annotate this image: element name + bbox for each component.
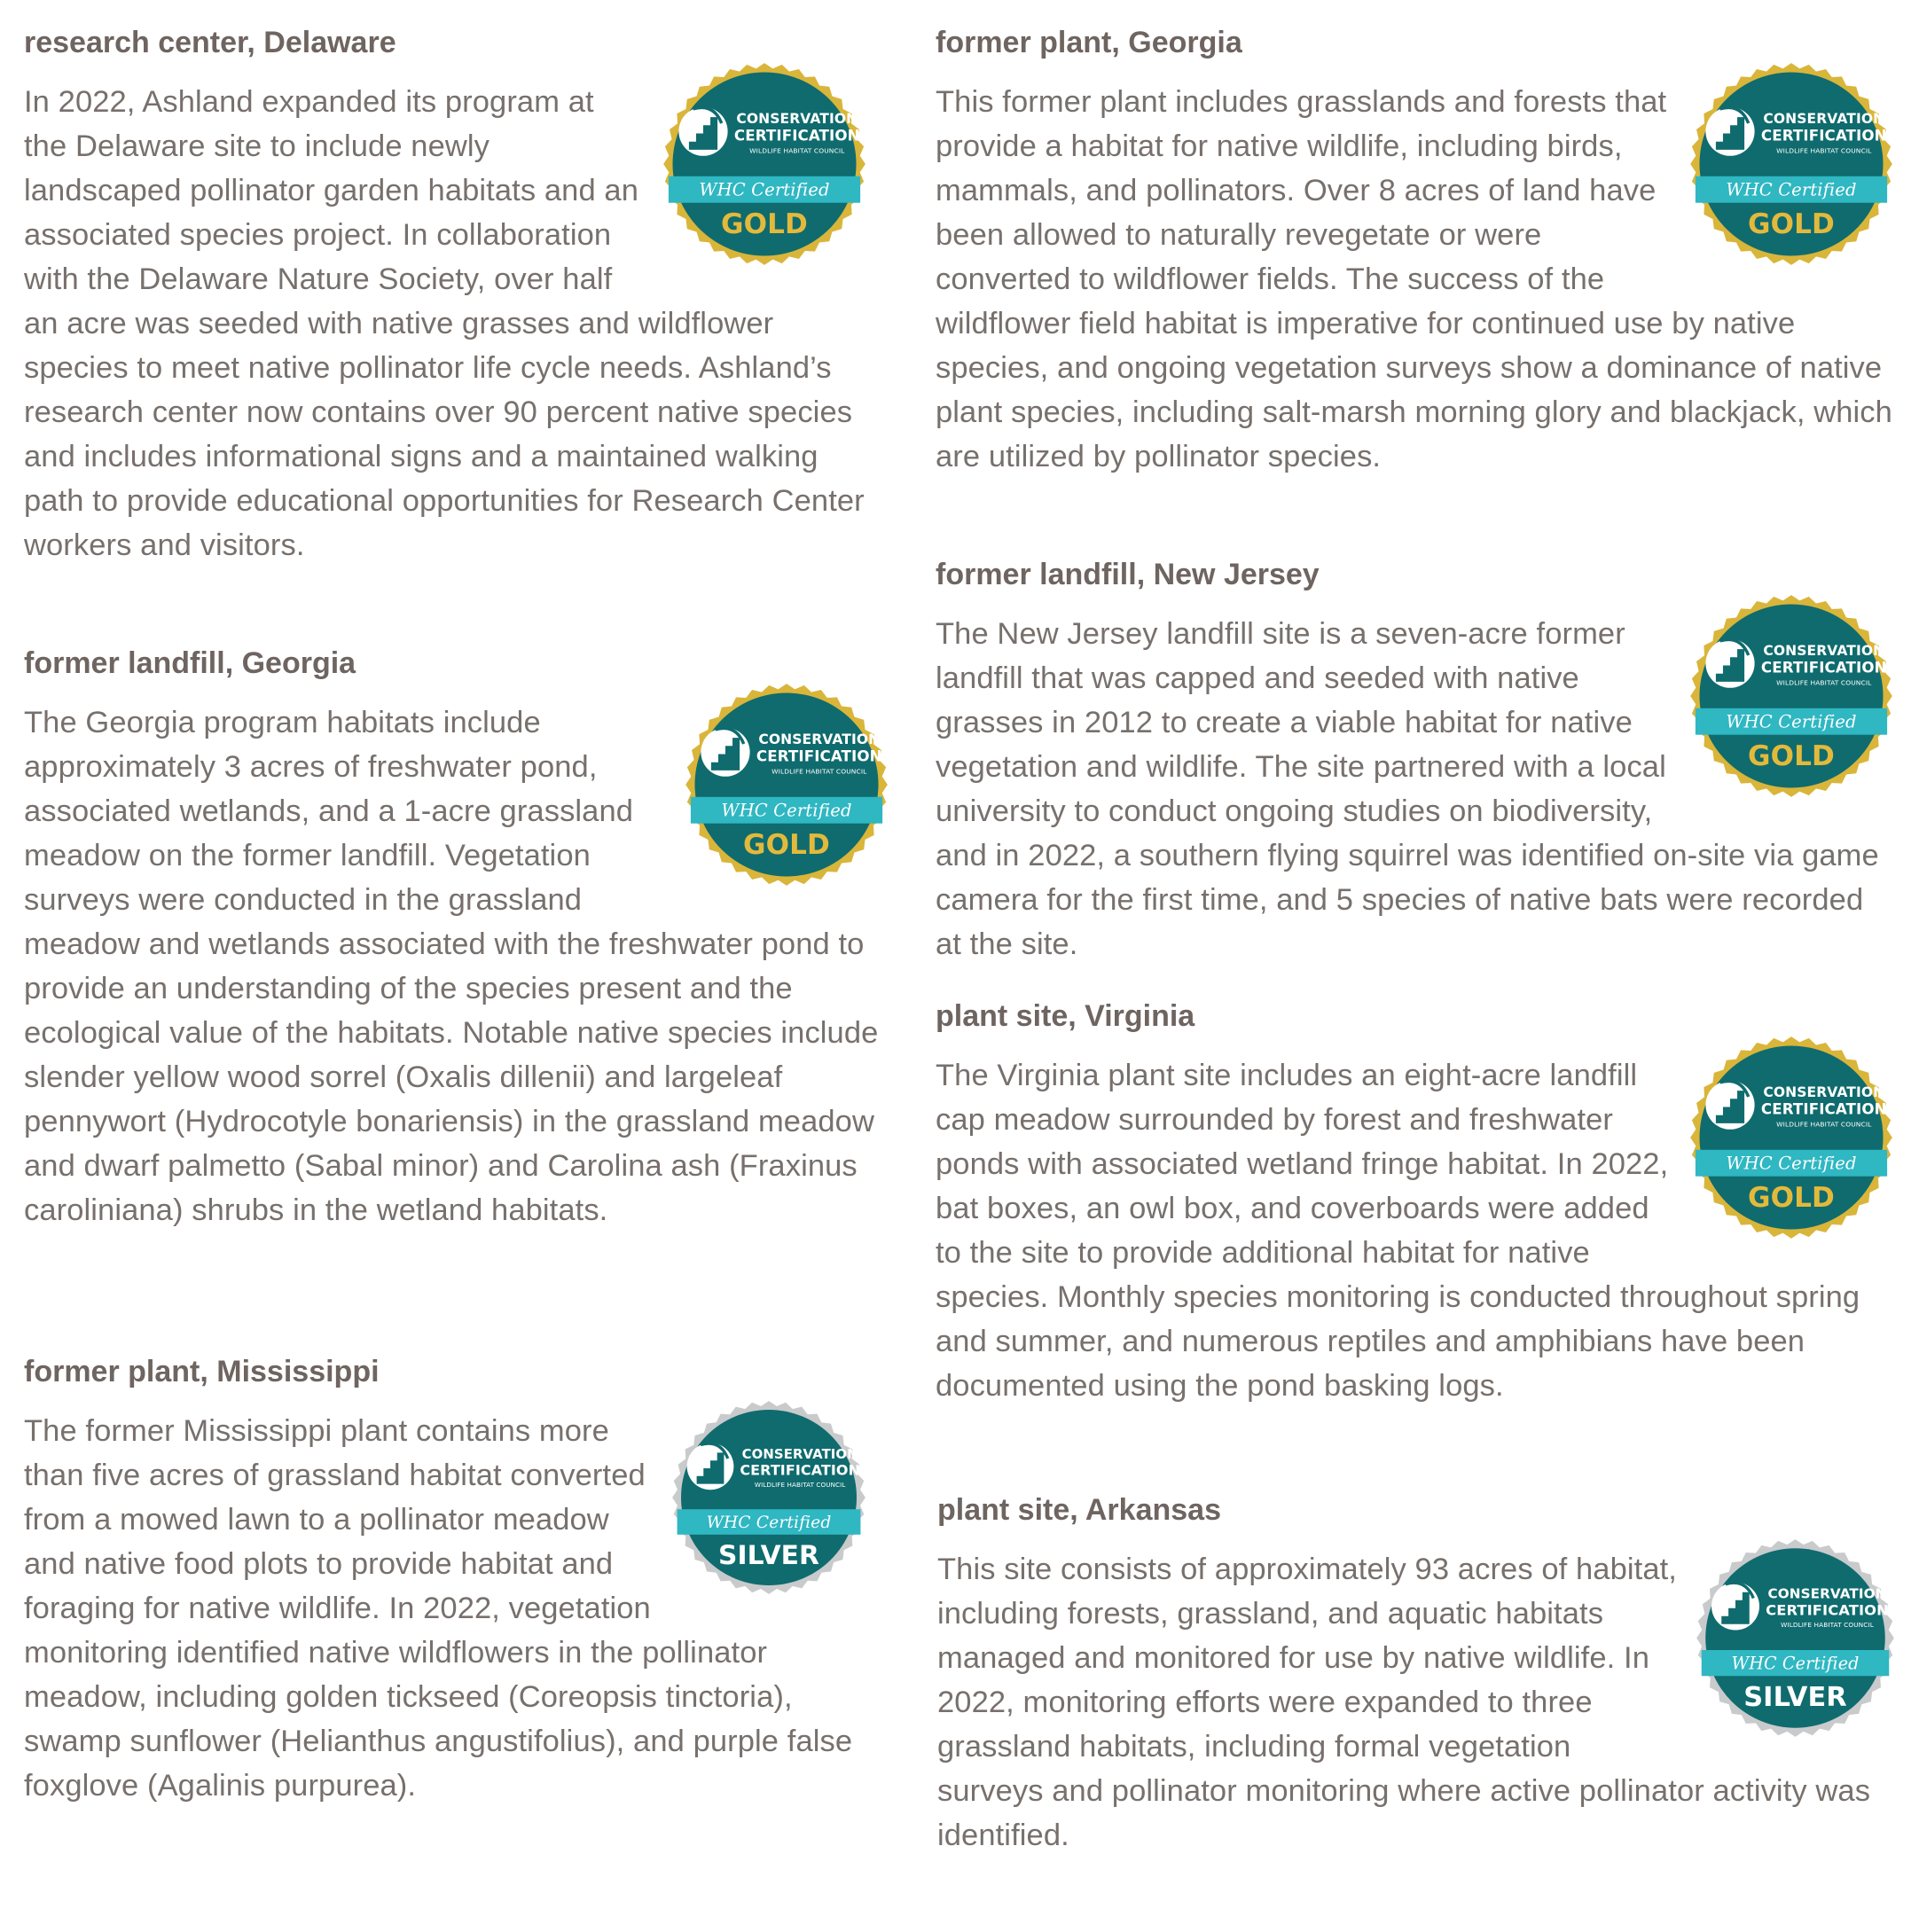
badge-title-line2: CERTIFICATION: [733, 127, 860, 145]
badge-title-line2: CERTIFICATION: [740, 1461, 861, 1479]
badge-graphic: [671, 1400, 866, 1595]
section-heading: plant site, Arkansas: [937, 1493, 1221, 1527]
badge-certified-label: WHC Certified: [1731, 1653, 1860, 1674]
certification-badge: [1689, 594, 1893, 798]
badge-title-line1: CONSERVATION: [736, 111, 858, 127]
badge-title-line2: CERTIFICATION: [1766, 1601, 1889, 1619]
certification-badge: [662, 62, 866, 266]
badge-certified-label: WHC Certified: [699, 179, 830, 200]
badge-graphic: [662, 62, 866, 266]
badge-title-line1: CONSERVATION: [741, 1446, 858, 1462]
section-body: In 2022, Ashland expanded its program at the Delaware site to include newly landscaped pollinator garden habitats and an associated species project. In collaboration with the Delaware Nature Society, over half an acre was seeded with native grasses and wildflower species to meet native pollinator life cycle needs. Ashland’s research center now contains over 90 percent native species and includes informational signs and a maintained walking path to provide educational opportunities for Research Center workers and visitors.: [24, 85, 865, 562]
badge-graphic: [685, 683, 889, 887]
badge-level-label: GOLD: [743, 829, 830, 862]
badge-title-line1: CONSERVATION: [1767, 1585, 1887, 1602]
leaf-logo-icon: [678, 107, 727, 156]
badge-title-line2: CERTIFICATION: [756, 747, 882, 765]
section-heading: former landfill, Georgia: [24, 646, 356, 680]
badge-subtitle: WILDLIFE HABITAT COUNCIL: [1776, 1120, 1872, 1129]
section-body: The former Mississippi plant contains more than five acres of grassland habitat converted from a mowed lawn to a pollinator meadow and native food plots to provide habitat and foraging for native wildlife. In 2022, vegetation monitoring identified native wildflowers in the pollinator meadow, including golden tickseed (Coreopsis tinctoria), swamp sunflower (Helianthus angustifolius), and purple false foxglove (Agalinis purpurea).: [24, 1414, 853, 1803]
certification-badge: [1696, 1538, 1895, 1738]
badge-certified-label: WHC Certified: [721, 800, 852, 821]
badge-title-line1: CONSERVATION: [1763, 1084, 1885, 1100]
section-heading: research center, Delaware: [24, 26, 396, 59]
leaf-logo-icon: [701, 728, 749, 777]
badge-level-label: GOLD: [1748, 1182, 1835, 1215]
leaf-logo-icon: [1705, 639, 1754, 688]
badge-level-label: GOLD: [1748, 208, 1835, 241]
badge-certified-label: WHC Certified: [1726, 711, 1857, 732]
badge-graphic: [1689, 62, 1893, 266]
leaf-logo-icon: [1705, 1081, 1754, 1130]
badge-level-label: SILVER: [1743, 1682, 1847, 1713]
certification-badge: [1689, 62, 1893, 266]
leaf-logo-icon: [1711, 1583, 1759, 1631]
badge-subtitle: WILDLIFE HABITAT COUNCIL: [1776, 146, 1872, 155]
badge-level-label: SILVER: [717, 1539, 820, 1571]
badge-title-line1: CONSERVATION: [1763, 643, 1885, 659]
section-body: This former plant includes grasslands and forests that provide a habitat for native wildlife, including birds, mammals, and pollinators. Over 8 acres of land have been allowed to naturally revegetate or were converted to wildflower fields. The success of the wildflower field habitat is imperative for continued use by native species, and ongoing vegetation surveys show a dominance of native plant species, including salt-marsh morning glory and blackjack, which are utilized by pollinator species.: [936, 85, 1892, 473]
badge-title-line2: CERTIFICATION: [1760, 1100, 1887, 1118]
certification-badge: [671, 1400, 866, 1595]
badge-graphic: [1696, 1538, 1895, 1738]
badge-subtitle: WILDLIFE HABITAT COUNCIL: [754, 1480, 846, 1489]
badge-subtitle: WILDLIFE HABITAT COUNCIL: [1781, 1621, 1874, 1630]
section-body: The New Jersey landfill site is a seven-acre former landfill that was capped and seeded with native grasses in 2012 to create a viable habitat for native vegetation and wildlife. The site partnered with a local university to conduct ongoing studies on biodiversity, and in 2022, a southern flying squirrel was identified on-site via game camera for the first time, and 5 species of native bats were recorded at the site.: [936, 617, 1879, 961]
badge-subtitle: WILDLIFE HABITAT COUNCIL: [772, 767, 867, 776]
badge-title-line2: CERTIFICATION: [1760, 659, 1887, 677]
certification-badge: [1689, 1036, 1893, 1240]
section-heading: former plant, Mississippi: [24, 1355, 380, 1388]
badge-level-label: GOLD: [1748, 740, 1835, 773]
badge-graphic: [1689, 1036, 1893, 1240]
badge-certified-label: WHC Certified: [1726, 179, 1857, 200]
badge-subtitle: WILDLIFE HABITAT COUNCIL: [1776, 678, 1872, 687]
badge-subtitle: WILDLIFE HABITAT COUNCIL: [749, 146, 845, 155]
leaf-logo-icon: [687, 1443, 734, 1490]
leaf-logo-icon: [1705, 107, 1754, 156]
certification-badge: [685, 683, 889, 887]
badge-certified-label: WHC Certified: [706, 1514, 832, 1533]
section-heading: plant site, Virginia: [936, 999, 1195, 1033]
section-body: The Georgia program habitats include approximately 3 acres of freshwater pond, associated wetlands, and a 1-acre grassland meadow on the former landfill. Vegetation surveys were conducted in the grassland meadow and wetlands associated with the freshwater pond to provide an understanding of the species present and the ecological value of the habitats. Notable native species include slender yellow wood sorrel (Oxalis dillenii) and largeleaf pennywort (Hydrocotyle bonariensis) in the grassland meadow and dwarf palmetto (Sabal minor) and Carolina ash (Fraxinus caroliniana) shrubs in the wetland habitats.: [24, 706, 879, 1227]
badge-level-label: GOLD: [721, 208, 808, 241]
badge-title-line2: CERTIFICATION: [1760, 127, 1887, 145]
badge-title-line1: CONSERVATION: [1763, 111, 1885, 127]
badge-title-line1: CONSERVATION: [758, 731, 881, 747]
section-body: The Virginia plant site includes an eight-acre landfill cap meadow surrounded by forest and freshwater ponds with associated wetland fringe habitat. In 2022, bat boxes, an owl box, and coverboards were added to the site to provide additional habitat for native species. Monthly species monitoring is conducted throughout spring and summer, and numerous reptiles and amphibians have been documented using the pond basking logs.: [936, 1059, 1860, 1403]
section-body: This site consists of approximately 93 acres of habitat, including forests, grassland, and aquatic habitats managed and monitored for use by native wildlife. In 2022, monitoring efforts were expanded to three grassland habitats, including formal vegetation surveys and pollinator monitoring where active pollinator activity was identified.: [937, 1553, 1871, 1852]
badge-graphic: [1689, 594, 1893, 798]
badge-certified-label: WHC Certified: [1726, 1153, 1857, 1174]
section-heading: former landfill, New Jersey: [936, 558, 1320, 591]
section-heading: former plant, Georgia: [936, 26, 1242, 59]
